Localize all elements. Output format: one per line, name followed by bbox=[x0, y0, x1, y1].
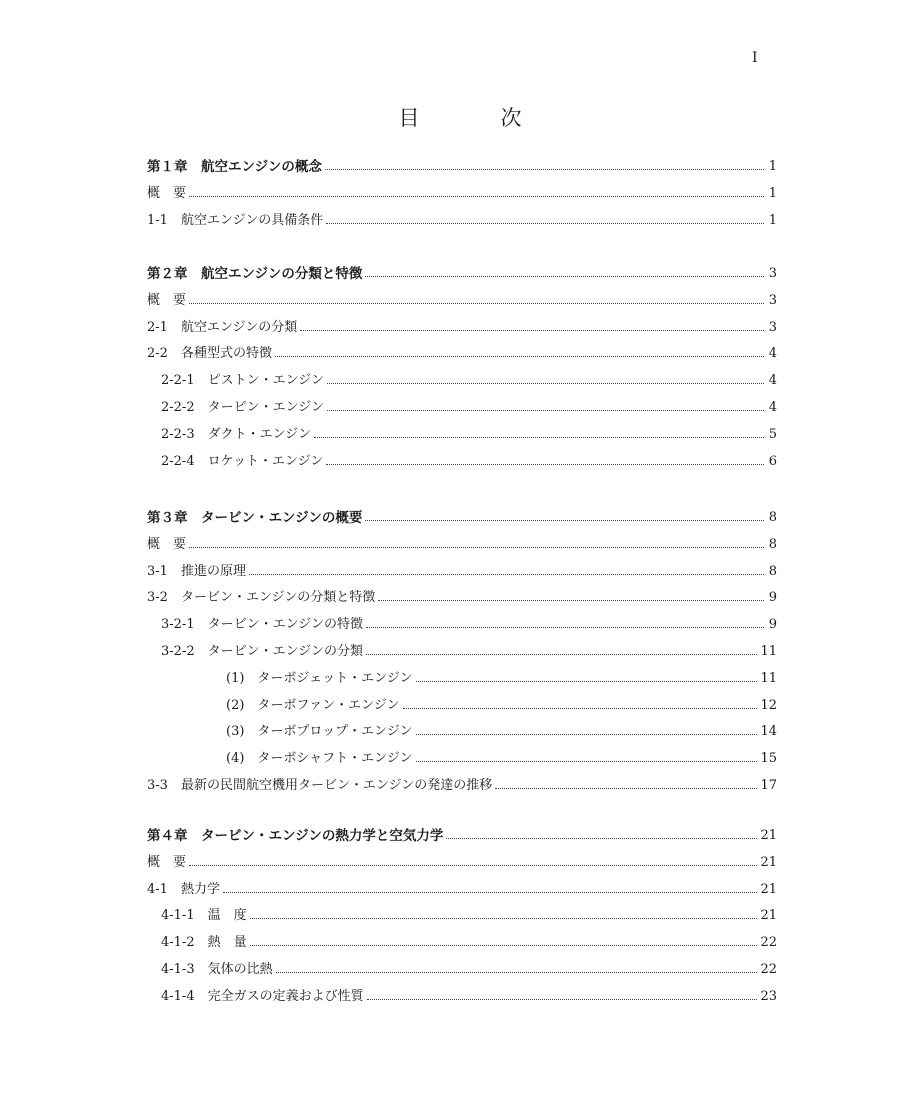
dot-leader bbox=[365, 275, 764, 277]
dot-leader bbox=[366, 653, 757, 655]
dot-leader bbox=[189, 302, 764, 304]
toc-entry[interactable] bbox=[147, 669, 777, 689]
toc-entry-page: 21 bbox=[760, 854, 777, 870]
toc-chapter-entry[interactable] bbox=[147, 264, 777, 284]
dot-leader bbox=[275, 355, 764, 357]
toc-entry-number: 3‐2‐2 bbox=[161, 644, 208, 659]
toc-entry-number: 第１章 bbox=[147, 159, 201, 175]
toc-entry-number: 2‐2 bbox=[147, 346, 181, 362]
toc-entry-label: タービン・エンジン bbox=[207, 400, 324, 415]
toc-entry-label: 航空エンジンの分類と特徴 bbox=[201, 266, 363, 282]
toc-entry-label: 概 要 bbox=[147, 185, 187, 201]
toc-entry-label: 航空エンジンの概念 bbox=[201, 159, 322, 175]
toc-entry-number: 3‐2 bbox=[147, 590, 181, 606]
toc-entry-page: 11 bbox=[760, 644, 777, 659]
toc-entry-label: ロケット・エンジン bbox=[207, 453, 324, 469]
toc-entry-number: 第４章 bbox=[147, 828, 201, 844]
dot-leader bbox=[403, 707, 758, 709]
toc-entry-label: ピストン・エンジン bbox=[207, 373, 324, 389]
dot-leader bbox=[250, 944, 758, 946]
dot-leader bbox=[327, 382, 764, 384]
toc-entry-number: 4‐1 bbox=[147, 881, 181, 897]
toc-entry[interactable] bbox=[147, 371, 777, 391]
dot-leader bbox=[189, 546, 764, 548]
toc-entry-page: 4 bbox=[768, 346, 777, 362]
dot-leader bbox=[314, 436, 764, 438]
toc-entry-label: タービン・エンジンの分類と特徴 bbox=[180, 590, 376, 606]
toc-entry-page: 8 bbox=[768, 536, 777, 552]
dot-leader bbox=[416, 760, 758, 762]
toc-entry-label: タービン・エンジンの概要 bbox=[201, 510, 363, 526]
toc-entry[interactable] bbox=[147, 184, 777, 204]
toc-entry[interactable] bbox=[147, 960, 777, 980]
toc-entry-label: ダクト・エンジン bbox=[207, 426, 311, 442]
toc-entry-number: 第２章 bbox=[147, 266, 201, 282]
dot-leader bbox=[378, 599, 764, 601]
toc-entry-number: (4) bbox=[226, 751, 258, 767]
toc-entry-number: (3) bbox=[226, 724, 258, 740]
toc-entry[interactable] bbox=[147, 588, 777, 608]
toc-entry[interactable] bbox=[147, 425, 777, 445]
toc-entry-page: 21 bbox=[760, 881, 777, 897]
toc-entry-page: 12 bbox=[760, 697, 777, 713]
toc-entry-label: 気体の比熱 bbox=[207, 962, 273, 977]
dot-leader bbox=[327, 409, 764, 411]
dot-leader bbox=[249, 573, 764, 575]
toc-entry[interactable] bbox=[147, 398, 777, 418]
toc-entry-number: 1‐1 bbox=[147, 212, 181, 228]
toc-entry-page: 9 bbox=[768, 590, 777, 606]
toc-entry-label: 概 要 bbox=[147, 292, 187, 308]
toc-entry-label: 概 要 bbox=[147, 854, 187, 870]
dot-leader bbox=[365, 519, 764, 521]
toc-entry-page: 21 bbox=[760, 828, 777, 843]
toc-entry[interactable] bbox=[147, 987, 777, 1007]
toc-entry-page: 3 bbox=[768, 319, 777, 335]
dot-leader bbox=[250, 917, 758, 919]
toc-entry[interactable] bbox=[147, 452, 777, 472]
toc-entry-label: 完全ガスの定義および性質 bbox=[207, 988, 364, 1004]
toc-entry[interactable] bbox=[147, 535, 777, 555]
toc-entry-page: 1 bbox=[768, 212, 777, 228]
toc-entry-number: 3‐3 bbox=[147, 778, 181, 793]
toc-entry[interactable] bbox=[147, 291, 777, 311]
toc-entry-page: 22 bbox=[760, 935, 777, 951]
dot-leader bbox=[300, 329, 764, 331]
page-title: 目 次 bbox=[398, 106, 552, 130]
toc-entry-number: 2‐2‐2 bbox=[161, 400, 208, 415]
toc-entry-page: 8 bbox=[768, 563, 777, 579]
toc-entry-label: 熱力学 bbox=[180, 881, 220, 897]
dot-leader bbox=[446, 837, 757, 839]
toc-entry-page: 5 bbox=[768, 426, 777, 442]
toc-entry-page: 9 bbox=[768, 617, 777, 633]
toc-entry-label: 温 度 bbox=[207, 908, 247, 924]
toc-entry-number: 3‐1 bbox=[147, 563, 181, 579]
toc-entry-number: 2‐1 bbox=[147, 319, 181, 335]
toc-entry-number: 第３章 bbox=[147, 510, 201, 526]
toc-entry-number: 2‐2‐1 bbox=[161, 373, 208, 389]
dot-leader bbox=[223, 891, 758, 893]
toc-entry[interactable] bbox=[147, 562, 777, 582]
toc-entry-label: ターボプロップ・エンジン bbox=[257, 724, 413, 740]
toc-entry-page: 1 bbox=[768, 185, 777, 201]
toc-entry-number: 4‐1‐4 bbox=[161, 988, 208, 1004]
toc-entry-page: 3 bbox=[768, 266, 777, 281]
dot-leader bbox=[367, 998, 758, 1000]
toc-entry-label: 推進の原理 bbox=[180, 563, 246, 579]
dot-leader bbox=[416, 733, 758, 735]
toc-entry-label: タービン・エンジンの熱力学と空気力学 bbox=[201, 828, 444, 844]
toc-entry[interactable] bbox=[147, 696, 777, 716]
dot-leader bbox=[325, 168, 764, 170]
dot-leader bbox=[276, 971, 758, 973]
dot-leader bbox=[326, 463, 764, 465]
toc-entry-number: (2) bbox=[226, 697, 258, 713]
toc-entry-page: 14 bbox=[760, 724, 777, 740]
toc-entry-label: 最新の民間航空機用タービン・エンジンの発達の推移 bbox=[180, 778, 493, 793]
page-number: I bbox=[752, 50, 758, 66]
toc-entry[interactable] bbox=[147, 880, 777, 900]
toc-entry-page: 15 bbox=[760, 751, 777, 767]
toc-entry[interactable] bbox=[147, 722, 777, 742]
dot-leader bbox=[366, 626, 764, 628]
toc-entry-page: 3 bbox=[768, 292, 777, 308]
toc-entry-page: 6 bbox=[768, 453, 777, 469]
toc-entry-label: 熱 量 bbox=[207, 935, 247, 951]
dot-leader bbox=[326, 222, 764, 224]
toc-entry-page: 1 bbox=[768, 159, 777, 174]
toc-entry-number: 3‐2‐1 bbox=[161, 617, 208, 633]
toc-entry[interactable] bbox=[147, 933, 777, 953]
toc-entry-label: タービン・エンジンの特徴 bbox=[207, 617, 363, 633]
dot-leader bbox=[495, 787, 757, 789]
toc-chapter-entry[interactable] bbox=[147, 508, 777, 528]
toc-entry-label: ターボシャフト・エンジン bbox=[257, 751, 413, 767]
toc-entry-number: 4‐1‐3 bbox=[161, 962, 208, 977]
toc-entry-page: 4 bbox=[768, 373, 777, 389]
toc-entry-page: 4 bbox=[768, 400, 777, 415]
toc-entry[interactable] bbox=[147, 615, 777, 635]
toc-entry-number: 2‐2‐4 bbox=[161, 453, 208, 469]
toc-entry-label: 航空エンジンの具備条件 bbox=[180, 212, 324, 228]
toc-entry-label: ターボジェット・エンジン bbox=[257, 670, 413, 686]
toc-entry-number: (1) bbox=[226, 670, 258, 686]
toc-entry[interactable] bbox=[147, 318, 777, 338]
toc-entry-page: 8 bbox=[768, 510, 777, 525]
toc-entry-number: 4‐1‐1 bbox=[161, 908, 208, 924]
toc-entry-page: 21 bbox=[760, 908, 777, 924]
toc-entry-page: 23 bbox=[760, 988, 777, 1004]
dot-leader bbox=[189, 864, 757, 866]
toc-entry-label: ターボファン・エンジン bbox=[257, 697, 400, 713]
toc-entry-label: 概 要 bbox=[147, 536, 187, 552]
toc-entry[interactable] bbox=[147, 642, 777, 662]
toc-entry-number: 4‐1‐2 bbox=[161, 935, 208, 951]
toc-entry[interactable] bbox=[147, 776, 777, 796]
toc-entry-page: 22 bbox=[760, 962, 777, 977]
toc-chapter-entry[interactable] bbox=[147, 157, 777, 177]
toc-entry-label: 航空エンジンの分類 bbox=[180, 319, 298, 335]
toc-entry-page: 11 bbox=[760, 670, 777, 686]
dot-leader bbox=[416, 680, 758, 682]
toc-entry-label: 各種型式の特徴 bbox=[180, 346, 272, 362]
toc-entry[interactable] bbox=[147, 344, 777, 364]
toc-entry[interactable] bbox=[147, 853, 777, 873]
toc-entry[interactable] bbox=[147, 906, 777, 926]
toc-chapter-entry[interactable] bbox=[147, 826, 777, 846]
toc-entry[interactable] bbox=[147, 749, 777, 769]
toc-entry-page: 17 bbox=[760, 778, 777, 793]
toc-entry-number: 2‐2‐3 bbox=[161, 426, 208, 442]
dot-leader bbox=[189, 195, 764, 197]
toc-entry-label: タービン・エンジンの分類 bbox=[207, 644, 363, 659]
toc-entry[interactable] bbox=[147, 211, 777, 231]
